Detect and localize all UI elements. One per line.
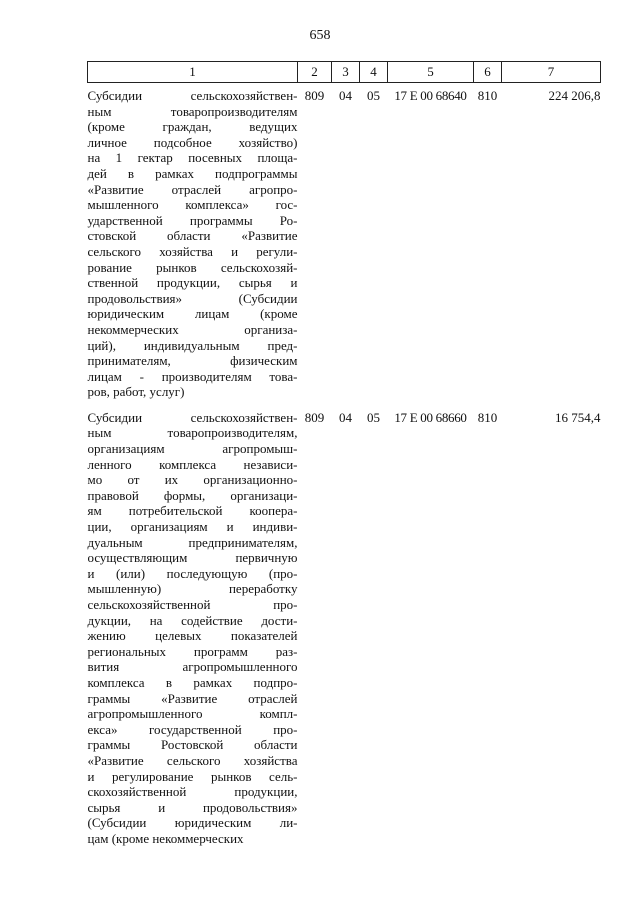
description-line: Субсидии сельскохозяйствен- [87, 409, 298, 425]
description-line: и регулирование рынков сель- [87, 768, 298, 784]
table-row [88, 83, 601, 400]
description-line: комплекса в рамках подпро- [87, 674, 298, 690]
description-line: мышленного комплекса» гос- [87, 197, 298, 213]
header-col-3: 3 [332, 62, 360, 83]
description-line: екса» государственной про- [87, 721, 298, 737]
description-line: правовой формы, организаци- [87, 487, 298, 503]
row-description [88, 83, 298, 400]
header-col-7: 7 [502, 62, 601, 83]
description-line: (кроме граждан, ведущих [87, 119, 298, 135]
row-col-4: 05 [367, 409, 380, 425]
description-line: вития агропромышленного [87, 659, 298, 675]
description-line: ным товаропроизводителям, [87, 425, 298, 441]
description-line: «Развитие отраслей агропро- [87, 181, 298, 197]
row-col-7: 224 206,8 [548, 88, 601, 103]
description-line: региональных программ раз- [87, 643, 298, 659]
header-col-4: 4 [360, 62, 388, 83]
description-line: дукции, на содействие дости- [87, 612, 298, 628]
description-line: сырья и продовольствия» [87, 799, 298, 815]
description-line: дей в рамках подпрограммы [87, 165, 298, 181]
description-line: ции, организациям и индиви- [87, 519, 298, 535]
description-line: рование рынков сельскохозяй- [87, 259, 298, 275]
header-col-2: 2 [298, 62, 332, 83]
description-line: стовской области «Развитие [87, 228, 298, 244]
row-col-2: 809 [304, 409, 325, 425]
description-line: «Развитие сельского хозяйства [87, 752, 298, 768]
description-line: личное подсобное хозяйство) [87, 134, 298, 150]
header-row [88, 62, 601, 83]
table-body [88, 83, 601, 847]
description-line: скохозяйственной продукции, [87, 784, 298, 800]
description-line: принимателям, физическим [87, 353, 298, 369]
description-line: на 1 гектар посевных площа- [87, 150, 298, 166]
row-description [88, 400, 298, 847]
description-line: жению целевых показателей [87, 628, 298, 644]
row-col-2: 809 [304, 88, 325, 103]
row-col-7: 16 754,4 [555, 409, 601, 425]
description-line: ям потребительской коопера- [87, 503, 298, 519]
description-line: (Субсидии юридическим ли- [87, 815, 298, 831]
description-line: мо от их организационно- [87, 472, 298, 488]
description-line: граммы «Развитие отраслей [87, 690, 298, 706]
header-col-5: 5 [388, 62, 474, 83]
row-col-3: 04 [339, 88, 352, 103]
budget-table [87, 61, 601, 847]
description-line: мышленную) переработку [87, 581, 298, 597]
header-col-6: 6 [474, 62, 502, 83]
description-line: некоммерческих организа- [87, 321, 298, 337]
description-line: Субсидии сельскохозяйствен- [87, 88, 298, 103]
description-line: ций), индивидуальным пред- [87, 337, 298, 353]
description-line: продовольствия» (Субсидии [87, 290, 298, 306]
description-line: ров, работ, услуг) [87, 384, 185, 400]
row-col-6: 810 [477, 409, 498, 425]
description-line: ственной продукции, сырья и [87, 275, 298, 291]
description-line: ным товаропроизводителям [87, 103, 298, 119]
description-line: юридическим лицам (кроме [87, 306, 298, 322]
description-line: лицам - производителям това- [87, 368, 298, 384]
description-line: организациям агропромыш- [87, 441, 298, 457]
description-line: ударственной программы Ро- [87, 212, 298, 228]
description-line: граммы Ростовской области [87, 737, 298, 753]
description-line: и (или) последующую (про- [87, 565, 298, 581]
page-number: 658 [309, 28, 331, 43]
row-col-3: 04 [339, 409, 352, 425]
description-line: сельскохозяйственной про- [87, 597, 298, 612]
row-col-6: 810 [477, 88, 498, 103]
header-col-1: 1 [88, 62, 298, 83]
description-line: агропромышленного компл- [87, 706, 298, 722]
description-line: осуществляющим первичную [87, 550, 298, 566]
row-col-5: 17 Е 00 68660 [394, 409, 467, 425]
description-line: цам (кроме некоммерческих [87, 830, 244, 846]
row-col-5: 17 Е 00 68640 [394, 88, 467, 103]
row-col-4: 05 [367, 88, 380, 103]
description-line: сельского хозяйства и регули- [87, 243, 298, 259]
description-line: ленного комплекса независи- [87, 456, 298, 472]
description-line: дуальным предпринимателям, [87, 534, 298, 550]
table-row [88, 400, 601, 847]
